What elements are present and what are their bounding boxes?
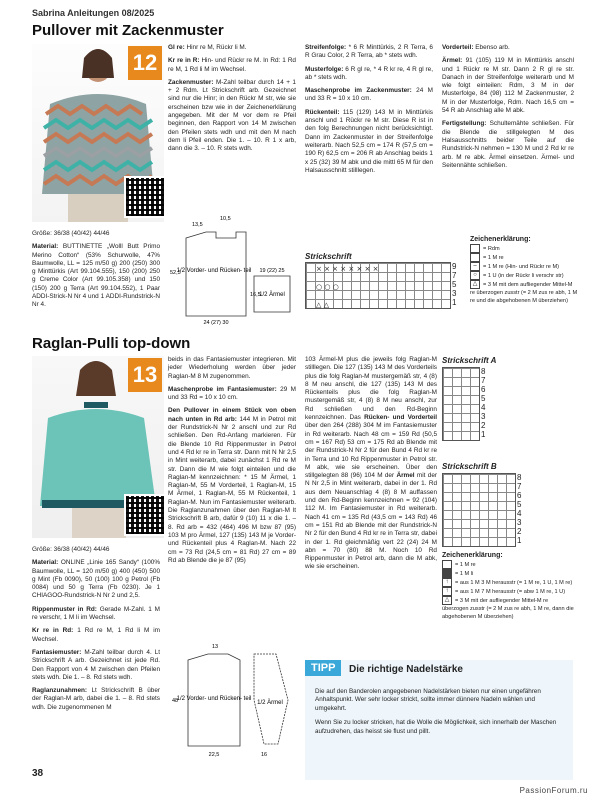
instr-gl-re: Gl re: Hinr re M, Rückr li M. [168, 44, 247, 51]
tip-badge: TIPP [305, 660, 341, 676]
instr-fertigstellung: Fertigstellung: Schultemähte schließen. Für die Blende die stillgelegten M des Halsausschnitts beider Teile auf die Rundstrick-N nehmen = 130 M und 2 Rd kr re arb. M re abk. Ärmel einsetzen. Ärmel- und Seitennähte schließen. [442, 120, 575, 169]
section1-col4 [442, 44, 574, 175]
instr-pullover: Den Pullover in einem Stück von oben nach unten in Rd arb: 144 M in Petrol mit der Rundstrick-N Nr 2 anschl und zur Rd schließen. Den Rd-Anfang markieren. Für die Blende 10 Rd Rippenmuster in Petrol und 4 Rd kr re in Terra str. Dann mit N Nr 2,5 in Mint weiterarb, dabei zunächst 1 Rd re M str. Dann die M wie folgt einteilen und die Raglan-M kennzeichnen: * 15 M Ärmel, 1 Raglan-M, 55 M Vorderteil, 1 Raglan-M, 15 M Ärmel, 1 Raglan-M, 55 M Rückenteil, 1 Raglan-M. Nun im Fantasiemuster weiterarb. Die Raglanzunahmen über den Raglan-M lt Strickschrift B arb, dafür 9 (10) 11 x die 1. – 8. Rd arb = 432 (464) 496 M bzw 87 (95) 103 M pro Ärmel, 127 (135) 143 M je Vorder- und Rückenteil plus 4 Raglan-M. Nach 22 cm = 73 Rd (24,5 cm = 81 Rd) 27 cm = 89 Rd ab Blende die je 87 (95) [168, 407, 296, 564]
magazine-header: Sabrina Anleitungen 08/2025 [32, 8, 155, 18]
section1-material: Material: BUTTINETTE „Wolll Butt Primo Merino Cotton“ (53% Schurwolle, 47% Baumwolle, LL = 125 m/50 g) 200 (250) 300 g Minttürkis (Art 99.104.555), 150 (200) 250 g Creme Color (Art 99.105.358) und 150 (150) 200 g Terra (Art 99.104.552), 1 Paar ADDI-Strick-N Nr 4 und 1 ADDI-Rundstrick-N Nr 4. [32, 243, 160, 309]
section2-size: Größe: 36/38 (40/42) 44/46 [32, 546, 110, 553]
section2-title: Raglan-Pulli top-down [32, 335, 191, 352]
instr-vorderteil: Vorderteil: Ebenso arb. [442, 44, 510, 51]
chart-b-rownumbers: 8 7 6 5 4 3 2 1 [517, 473, 522, 545]
chart-a-rownumbers: 8 7 6 5 4 3 2 1 [481, 367, 486, 439]
chart-a-title: Strickschrift A [442, 356, 497, 365]
section2-col2 [168, 356, 296, 570]
instr-rueckenteil: Rückenteil: 115 (129) 143 M in Minttürkis anschl und 1 Rückr re M str. Diese R ist in den folg Berechnungen nicht berücksichtigt. Dann im Zackenmuster in der Streifenfolge weiterarb. Nach 52,5 cm = 174 R (57,5 cm = 190 R) 62,5 cm = 206 R ab Anschlag beids 1 x 25 (32) 39 M abk und die mittl 65 M für den Halsausschnitt stilllegen. [305, 108, 433, 174]
instr-raglanzunahmen: Raglanzunahmen: Lt Strickschrift B über der Raglan-M arb, dabei die 1. – 8. Rd stets wdh. Die zugenommenen M [32, 687, 160, 711]
footer-watermark: PassionForum.ru [519, 786, 588, 795]
label-sleeve: 1/2 Ärmel [259, 292, 285, 298]
label-length-2: 48 [172, 698, 179, 704]
legend-item: △ = 3 M mit dem aufliegender Mittel-M re überzogen zusstr (= 2 M zus re abh, 1 M re und die abgehobenen M überziehen) [470, 281, 578, 304]
text-raglan-cont: beids in das Fantasiemuster integrieren. Mit jeder Wiederholung werden über jeder Raglan-M 8 M zugenommen. [168, 356, 296, 380]
instr-fantasiemuster: Fantasiemuster: M-Zahl teilbar durch 4. Lt Strickschrift A arb. Gezeichnet ist jede Rd. Den Rapport von 4 M zwischen den Pfeilen stets wdh. Die 1. – 8. Rd stets wdh. [32, 648, 160, 681]
chart-b-title: Strickschrift B [442, 462, 497, 471]
label-width-2: 22,5 [208, 752, 220, 758]
section1-col3 [305, 44, 433, 180]
label-sleeve-2: 1/2 Ärmel [257, 700, 283, 706]
label-neck: 10,5 [220, 216, 231, 222]
legend-item: ○ = 1 U (in der Rückr li verschr str) [470, 271, 578, 280]
legend-title: Zeichenerklärung: [442, 552, 503, 559]
section2-col1 [32, 546, 160, 717]
legend-item: = 1 M re [442, 560, 574, 569]
section1-size: Größe: 36/38 (40/42) 44/46 [32, 230, 110, 237]
instr-kr-re-rd: Kr re in Rd: 1 Rd re M, 1 Rd li M im Wechsel. [32, 627, 161, 643]
instr-maschenprobe: Maschenprobe im Zackenmuster: 24 M und 33 R = 10 x 10 cm. [305, 87, 433, 103]
section1-col1 [32, 230, 160, 315]
section1-chart-symbols [306, 263, 450, 308]
section1-schematic-svg [166, 212, 296, 326]
page-number: 38 [32, 768, 44, 779]
label-front-back: 1/2 Vorder- und Rücken- teil [176, 268, 252, 274]
instr-aermel: Ärmel: 91 (105) 119 M in Minttürkis anschl und 1 Rückr re M str. Dann 2 R gl re str. Danach in der Streifenfolge weiterarb und M wie folgt einteilen: Rdm, 3 M in der Musterfolge, 84 (98) 112 M Zackenmuster, 2 M in der Musterfolge, Rdm. Nach 16,5 cm = 54 R ab Anschlag alle M abk. [442, 57, 575, 115]
instr-musterfolge: Musterfolge: 6 R gl re, * 4 R kr re, 4 R gl re, ab * stets wdh. [305, 65, 434, 81]
legend-item: = 1 M re [470, 253, 578, 262]
legend-item: ↑ = aus 1 M 3 M herausstr (= 1 M re, 1 U, 1 M re) [442, 578, 574, 587]
section1-col2 [168, 44, 296, 159]
label-sleeve-width: 19 (22) 25 [259, 268, 285, 274]
tip-body [315, 688, 565, 742]
section1-chart-rownumbers: 9 7 5 3 1 [452, 262, 457, 307]
section1-schematic [166, 212, 296, 328]
section1-chart-title: Strickschrift [305, 252, 352, 261]
label-sleeve-length: 16,5 [250, 292, 261, 298]
legend-item: ↑ = aus 1 M 7 M herausstr (= abw 1 M re, 1 U) [442, 587, 574, 596]
text-col3: 103 Ärmel-M plus die jeweils folg Raglan-M stilllegen. Die 127 (135) 143 M des Vorderteils plus die folg Raglan-M mustergemäß str, 4 (8) 8 M neu anschl, die 127 (135) 143 M des Rückenteils plus die folg Raglan-M mustergemäß str, 4 (8) 8 M neu anschl, zur Rd schließen und den Rd-Beginn kennzeichnen. Das Rücken- und Vorderteil über den 264 (288) 304 M im Fantasiemuster in Rd weiterarb. Nach 48 cm = 159 Rd (50,5 cm = 167 Rd) 53 cm = 175 Rd ab Blende mit der Rundstrick-N Nr 2 für den Bund 4 Rd kr re in Terra und 10 Rd Rippenmuster in Petrol str. M abk, wie sie erscheinen. Über den stillgelegten 88 (96) 104 M der Ärmel mit der N Nr 2,5 in Mint weiterarb, dabei in der 1. Rd aus dem Neuanschlag 4 (8) 8 M auffassen und den Rd-Beginn kennzeichnen = 92 (104) 112 M. Im Fantasiemuster in Rd weiterarb. Nach 41 cm = 135 Rd (43,5 cm = 143 Rd) 46 cm = 151 Rd ab Blende mit der Rundstrick-N Nr 2 für den Bund 4 Rd kr re in Terra str, dabei in der 1. Rd gleichmäßig vert 22 (24) 24 M abn = 70 (80) 88 M. Noch 10 Rd Rippenmuster in Petrol arb, dann die M abk, wie sie erscheinen. [305, 356, 438, 571]
legend-item: – = 1 M re (Hin- und Rückr re M) [470, 262, 578, 271]
label-neck-2: 13 [212, 644, 219, 650]
label-front-back-2: 1/2 Vorder- und Rücken- teil [176, 696, 252, 702]
instr-kr-re: Kr re in R: Hin- und Rückr re M. In Rd: 1 Rd re M, 1 Rd li M im Wechsel. [168, 57, 296, 73]
legend-item: = Rdm [470, 244, 578, 253]
label-length: 52,5 [170, 270, 181, 276]
tip-paragraph: Wenn Sie zu locker stricken, hat die Wolle die Möglichkeit, sich innerhalb der Maschen aufzudrehen, das heisst sie flust und pillt. [315, 719, 557, 735]
section2-col3 [305, 356, 437, 577]
label-width: 24 (27) 30 [203, 320, 229, 326]
legend-item: = 1 M li [442, 569, 574, 578]
instr-zackenmuster: Zackenmuster: M-Zahl teilbar durch 14 + 1 + 2 Rdm. Lt Strickschrift arb. Gezeichnet sind nur die Hinr; in den Rückr M str, wie sie erscheinen bzw wie in der Zeichenerklärung angegeben. Mit der M vor dem re Pfeil beginnen, den Rapport von 14 M zwischen den Pfeilen stets wdh und mit den M nach dem li Pfeil enden. Die 1. – 10. R 1 x arb, dann die 3. – 10. R stets wdh. [168, 78, 296, 153]
section2-material: Material: ONLINE „Linie 165 Sandy“ (100% Baumwolle, LL = 120 m/50 g) 400 (450) 500 g Mint (Fb 0090), 50 (100) 100 g Petrol (Fb 0084) und 50 g Terra (Fb 0230). Je 1 CHIAGOO-Rundstrick-N Nr 2 und 2,5. [32, 559, 160, 600]
tip-box [305, 660, 573, 780]
svg-text:○ ○ ○: ○ ○ ○ [316, 283, 339, 291]
section2-legend [442, 552, 574, 621]
instr-maschenprobe-2: Maschenprobe im Fantasiemuster: 29 M und 33 Rd = 10 x 10 cm. [168, 385, 296, 402]
label-cuff-2: 16 [260, 752, 268, 758]
knit-chart-b [442, 473, 516, 547]
section2-number-badge: 13 [128, 358, 162, 392]
section1-number-badge: 12 [128, 46, 162, 80]
label-shoulder: 13,5 [192, 222, 203, 228]
section2-qr-code[interactable] [124, 494, 166, 536]
instr-rippenmuster: Rippenmuster in Rd: Gerade M-Zahl. 1 M re verschr, 1 M li im Wechsel. [32, 605, 160, 622]
knit-chart-a [442, 367, 480, 441]
instr-streifenfolge: Streifenfolge: * 6 R Minttürkis, 2 R Terra, 6 R Grau Color, 2 R Terra, ab * stets wdh. [305, 44, 433, 60]
section2-schematic [168, 640, 300, 770]
section1-knit-chart [305, 262, 451, 309]
section1-title: Pullover mit Zackenmuster [32, 22, 224, 39]
tip-paragraph: Die auf den Banderolen angegebenen Nadelstärken bieten nur einen ungefähren Anhaltspunkt. Wer sehr locker strickt, sollte immer dünnere Nadeln wählen und umgekehrt. [315, 688, 541, 712]
section2-schematic-svg [168, 640, 300, 760]
legend-title: Zeichenerklärung: [470, 236, 531, 243]
section1-qr-code[interactable] [124, 176, 166, 218]
section1-legend [470, 236, 578, 305]
svg-text:× × × × × × × ×: × × × × × × × × [316, 265, 379, 273]
legend-item: △ = 3 M mit der aufliegender Mittel-M re überzogen zusstr (= 2 M zus re abh, 1 M re, dann die abgehobenen M überziehen) [442, 597, 574, 620]
svg-text:△ △: △ △ [316, 301, 329, 308]
tip-title: Die richtige Nadelstärke [349, 664, 463, 675]
